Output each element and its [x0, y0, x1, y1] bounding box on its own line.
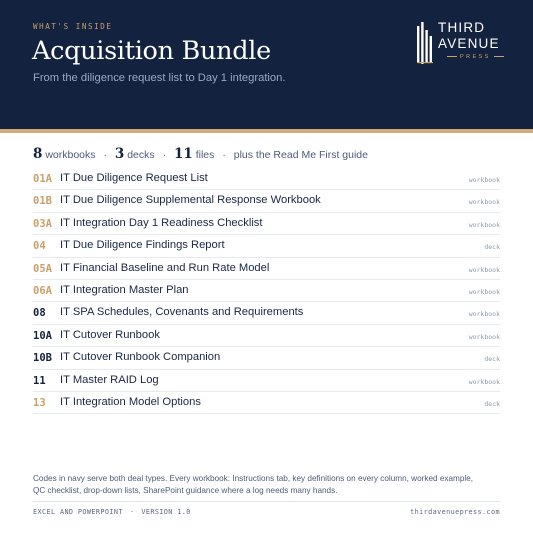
file-name: IT Financial Baseline and Run Rate Model: [60, 261, 270, 274]
footer-format: EXCEL AND POWERPOINT: [33, 508, 123, 516]
eyebrow-label: WHAT'S INSIDE: [33, 22, 113, 31]
list-item: [33, 258, 500, 280]
page-title: Acquisition Bundle: [32, 36, 271, 66]
file-code: 05A: [33, 262, 52, 275]
footer-divider: [33, 501, 500, 502]
file-code: 08: [33, 307, 46, 320]
file-name: IT Due Diligence Supplemental Response Workbook: [60, 194, 321, 207]
list-item: [33, 347, 500, 369]
file-type: workbook: [468, 220, 500, 229]
file-name: IT Cutover Runbook: [60, 328, 160, 341]
file-code: 13: [33, 396, 46, 409]
file-type: workbook: [468, 287, 500, 296]
building-columns-icon: [416, 22, 436, 64]
brand-logo: [414, 20, 504, 66]
file-type: workbook: [468, 176, 500, 184]
file-code: 01B: [33, 195, 52, 208]
brand-press: PRESS: [444, 54, 507, 60]
file-code: 01A: [33, 173, 52, 185]
list-item: [33, 190, 500, 212]
footer-separator: ·: [129, 508, 135, 516]
summary-separator: ·: [103, 149, 107, 161]
summary-extra: plus the Read Me First guide: [233, 149, 368, 161]
list-item: [33, 235, 500, 257]
list-item: [33, 370, 500, 392]
file-name: IT SPA Schedules, Covenants and Requirements: [60, 306, 304, 319]
file-type: deck: [484, 355, 500, 364]
decks-label: decks: [127, 149, 155, 161]
file-type: deck: [484, 399, 500, 408]
list-item: [33, 392, 500, 414]
file-name: IT Due Diligence Findings Report: [60, 239, 225, 252]
files-label: files: [195, 149, 215, 161]
page-subtitle: From the diligence request list to Day 1 integration.: [33, 72, 286, 84]
list-item: [33, 168, 500, 190]
summary-separator: ·: [222, 149, 226, 161]
files-count: 11: [173, 146, 193, 162]
header-banner: [0, 0, 533, 129]
file-code: 10B: [33, 352, 52, 365]
summary-separator: ·: [162, 149, 167, 161]
footer-version: VERSION 1.0: [141, 508, 191, 516]
bundle-summary: [33, 146, 368, 162]
file-type: workbook: [468, 332, 500, 341]
decks-count: 3: [114, 146, 125, 162]
file-code: 10A: [33, 329, 52, 342]
file-name: IT Integration Model Options: [60, 395, 201, 408]
file-name: IT Integration Day 1 Readiness Checklist: [60, 216, 263, 229]
file-type: deck: [484, 243, 500, 252]
brand-line-2: AVENUE: [438, 36, 500, 51]
file-name: IT Cutover Runbook Companion: [60, 351, 221, 364]
footnote: Codes in navy serve both deal types. Every workbook: Instructions tab, key definitions on every column, worked example, QC checklist, drop-down lists, SharePoint guidance where a log needs many hands.: [33, 474, 474, 495]
list-item: [33, 302, 500, 324]
file-code: 03A: [33, 217, 52, 230]
file-type: workbook: [468, 198, 500, 207]
list-item: [33, 325, 500, 347]
brand-wordmark: [438, 21, 500, 51]
list-item: [33, 213, 500, 235]
file-code: 04: [33, 240, 46, 253]
file-list: [33, 168, 500, 414]
file-type: workbook: [468, 310, 500, 319]
footer-website-link[interactable]: thirdavenuepress.com: [410, 508, 500, 516]
workbooks-count: 8: [33, 146, 43, 162]
file-type: workbook: [468, 265, 500, 274]
list-item: [33, 280, 500, 302]
file-name: IT Master RAID Log: [60, 373, 159, 386]
header-divider: [0, 129, 533, 133]
file-name: IT Due Diligence Request List: [60, 172, 208, 184]
file-code: 11: [33, 374, 46, 387]
footer-meta: [33, 508, 191, 516]
file-type: workbook: [468, 377, 500, 386]
brand-line-1: THIRD: [438, 20, 486, 35]
file-code: 06A: [33, 284, 52, 297]
file-name: IT Integration Master Plan: [60, 283, 189, 296]
workbooks-label: workbooks: [45, 149, 96, 161]
